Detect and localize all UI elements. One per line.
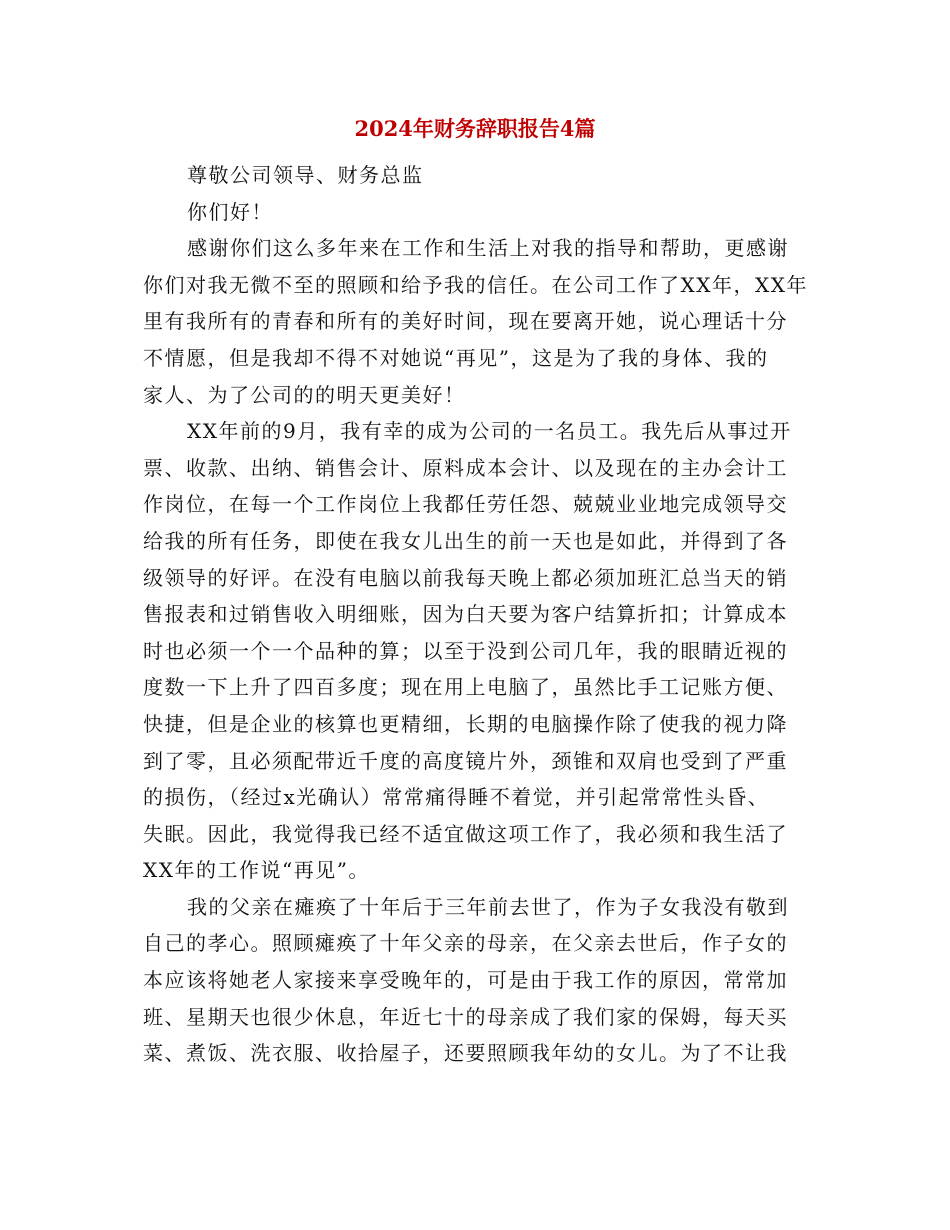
text-line: 里有我所有的青春和所有的美好时间，现在要离开她，说心理话十分	[143, 309, 788, 334]
text-line: 我的父亲在瘫痪了十年后于三年前去世了，作为子女我没有敬到	[187, 894, 789, 919]
text-line: 感谢你们这么多年来在工作和生活上对我的指导和帮助，更感谢	[187, 236, 789, 261]
text-line: 到了零，且必须配带近千度的高度镜片外，颈锥和双肩也受到了严重	[143, 748, 788, 773]
text-line: 本应该将她老人家接来享受晚年的，可是由于我工作的原因，常常加	[143, 968, 788, 993]
text-line: 给我的所有任务，即使在我女儿出生的前一天也是如此，并得到了各	[143, 528, 788, 553]
text-line: 票、收款、出纳、销售会计、原料成本会计、以及现在的主办会计工	[143, 455, 788, 480]
text-line: 的损伤，（经过x光确认）常常痛得睡不着觉，并引起常常性头昏、	[143, 785, 770, 810]
text-line: 家人、为了公司的的明天更美好！	[143, 382, 466, 407]
document-title: 2024年财务辞职报告4篇	[354, 116, 596, 141]
text-line: 菜、煮饭、洗衣服、收拾屋子，还要照顾我年幼的女儿。为了不让我	[143, 1041, 788, 1066]
text-line: 售报表和过销售收入明细账，因为白天要为客户结算折扣；计算成本	[143, 602, 788, 627]
text-line: XX年的工作说“再见”。	[143, 858, 370, 883]
text-line: 度数一下上升了四百多度；现在用上电脑了，虽然比手工记账方便、	[143, 675, 788, 700]
text-line: XX年前的9月，我有幸的成为公司的一名员工。我先后从事过开	[187, 419, 792, 444]
text-line: 班、星期天也很少休息，年近七十的母亲成了我们家的保姆，每天买	[143, 1004, 788, 1029]
text-line: 你们对我无微不至的照顾和给予我的信任。在公司工作了XX年，XX年	[143, 272, 808, 297]
text-line: 级领导的好评。在没有电脑以前我每天晚上都必须加班汇总当天的销	[143, 565, 788, 590]
text-line: 不情愿，但是我却不得不对她说“再见”，这是为了我的身体、我的	[143, 345, 769, 370]
text-line: 作岗位，在每一个工作岗位上我都任劳任怨、兢兢业业地完成领导交	[143, 492, 788, 517]
text-line: 快捷，但是企业的核算也更精细，长期的电脑操作除了使我的视力降	[143, 711, 788, 736]
text-line: 时也必须一个一个品种的算；以至于没到公司几年，我的眼睛近视的	[143, 638, 788, 663]
text-line: 尊敬公司领导、财务总监	[187, 163, 424, 187]
text-line: 你们好！	[187, 199, 273, 224]
text-line: 失眠。因此，我觉得我已经不适宜做这项工作了，我必须和我生活了	[143, 821, 788, 846]
text-line: 自己的孝心。照顾瘫痪了十年父亲的母亲，在父亲去世后，作子女的	[143, 931, 788, 956]
document-body	[143, 157, 808, 1072]
